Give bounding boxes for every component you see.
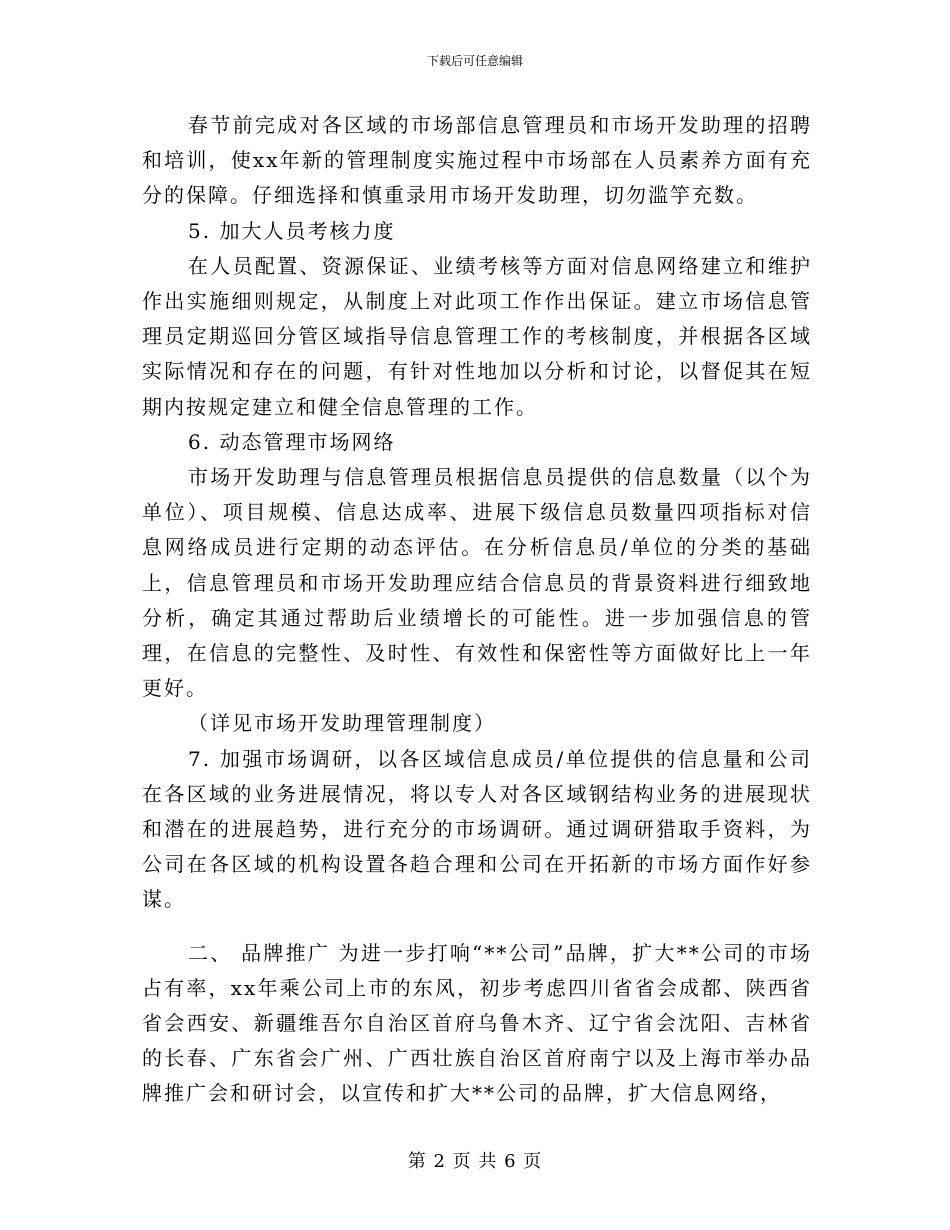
- page-header: 下载后可任意编辑: [426, 54, 523, 68]
- paragraph-brand-promotion: 二、 品牌推广 为进一步打响“**公司”品牌，扩大**公司的市场占有率，xx年乘公司上市的东风，初步考虑四川省省会成都、陕西省省会西安、新疆维吾尔自治区首府乌鲁木齐、辽宁省会沈阳、吉林省的长春、广东省会广州、广西壮族自治区首府南宁以及上海市举办品牌推广会和研讨会，以宣传和扩大**公司的品牌，扩大信息网络，: [142, 940, 812, 1106]
- paragraph-see-rules: （详见市场开发助理管理制度）: [188, 711, 496, 736]
- heading-5-assessment: 5. 加大人员考核力度: [188, 218, 396, 243]
- paragraph-assessment: 在人员配置、资源保证、业绩考核等方面对信息网络建立和维护作出实施细则规定，从制度上对此项工作作出保证。建立市场信息管理员定期巡回分管区域指导信息管理工作的考核制度，并根据各区域实际情况和存在的问题，有针对性地加以分析和讨论，以督促其在短期内按规定建立和健全信息管理的工作。: [142, 253, 812, 419]
- document-body: [142, 108, 812, 1112]
- page-footer: 第 2 页 共 6 页: [407, 1151, 543, 1172]
- heading-6-dynamic-network: 6. 动态管理市场网络: [188, 429, 396, 454]
- paragraph-7-market-research: 7. 加强市场调研，以各区域信息成员/单位提供的信息量和公司在各区域的业务进展情况，将以专人对各区域钢结构业务的进展现状和潜在的进展趋势，进行充分的市场调研。通过调研猎取手资料，为公司在各区域的机构设置各趋合理和公司在开拓新的市场方面作好参谋。: [142, 746, 812, 912]
- paragraph-recruitment: 春节前完成对各区域的市场部信息管理员和市场开发助理的招聘和培训，使xx年新的管理制度实施过程中市场部在人员素养方面有充分的保障。仔细选择和慎重录用市场开发助理，切勿滥竽充数。: [142, 113, 812, 208]
- paragraph-dynamic-network: 市场开发助理与信息管理员根据信息员提供的信息数量（以个为单位）、项目规模、信息达成率、进展下级信息员数量四项指标对信息网络成员进行定期的动态评估。在分析信息员/单位的分类的基础上，信息管理员和市场开发助理应结合信息员的背景资料进行细致地分析，确定其通过帮助后业绩增长的可能性。进一步加强信息的管理，在信息的完整性、及时性、有效性和保密性等方面做好比上一年更好。: [142, 465, 812, 701]
